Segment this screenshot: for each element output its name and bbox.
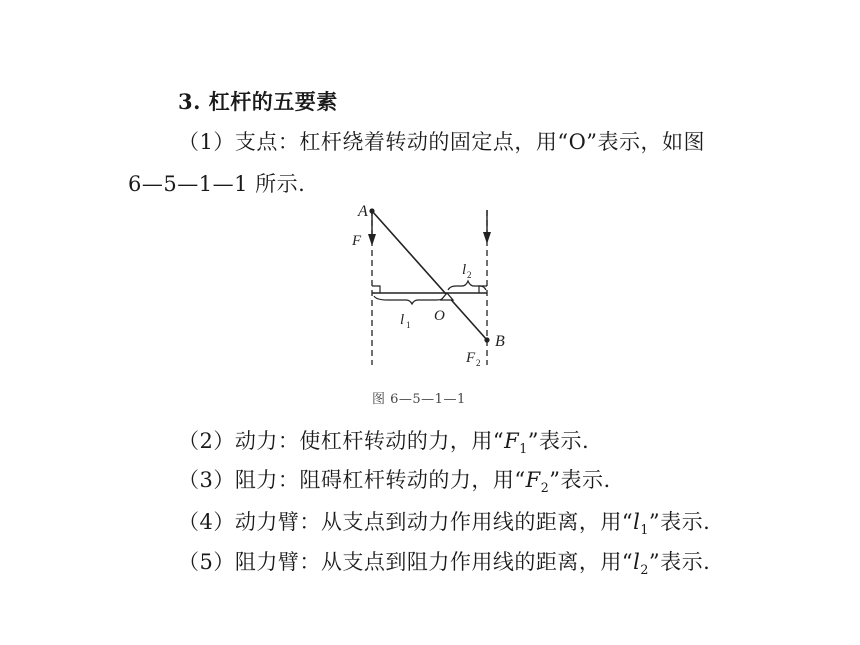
fulcrum-triangle — [441, 293, 453, 300]
point-b — [484, 337, 489, 342]
arrow-down-icon — [368, 234, 376, 246]
list-item: （3）阻力：阻碍杠杆转动的力，用“$F_2$”表示. — [178, 468, 611, 496]
point-a — [369, 208, 374, 213]
fulcrum-paragraph-continued: 6—5—1—1 所示. — [128, 172, 306, 196]
label-l2: l — [462, 262, 467, 278]
label-l2-sub: 2 — [467, 270, 472, 280]
list-item: （4）动力臂：从支点到动力作用线的距离，用“$l_1$”表示. — [178, 510, 711, 538]
figure-caption: 图 6—5—1—1 — [372, 392, 466, 407]
label-l1: l — [400, 312, 405, 328]
brace-l2 — [448, 281, 486, 290]
label-f1: F — [352, 233, 362, 249]
label-f2: F — [466, 350, 476, 366]
section-heading: 3. 杠杆的五要素 — [178, 89, 338, 114]
right-angle-mark-left — [372, 286, 380, 293]
label-a: A — [358, 203, 368, 220]
brace-l1 — [374, 296, 446, 304]
list-item: （2）动力：使杠杆转动的力，用“$F_1$”表示. — [178, 429, 590, 457]
arrow-down-icon — [483, 232, 491, 244]
lever-diagram — [340, 200, 520, 375]
fulcrum-paragraph: （1）支点：杠杆绕着转动的固定点，用“O”表示，如图 — [178, 130, 706, 154]
label-b: B — [495, 333, 505, 350]
label-f2-sub: 2 — [476, 358, 481, 368]
list-item: （5）阻力臂：从支点到阻力作用线的距离，用“$l_2$”表示. — [178, 550, 711, 578]
label-l1-sub: 1 — [406, 320, 411, 330]
label-o: O — [434, 308, 445, 324]
